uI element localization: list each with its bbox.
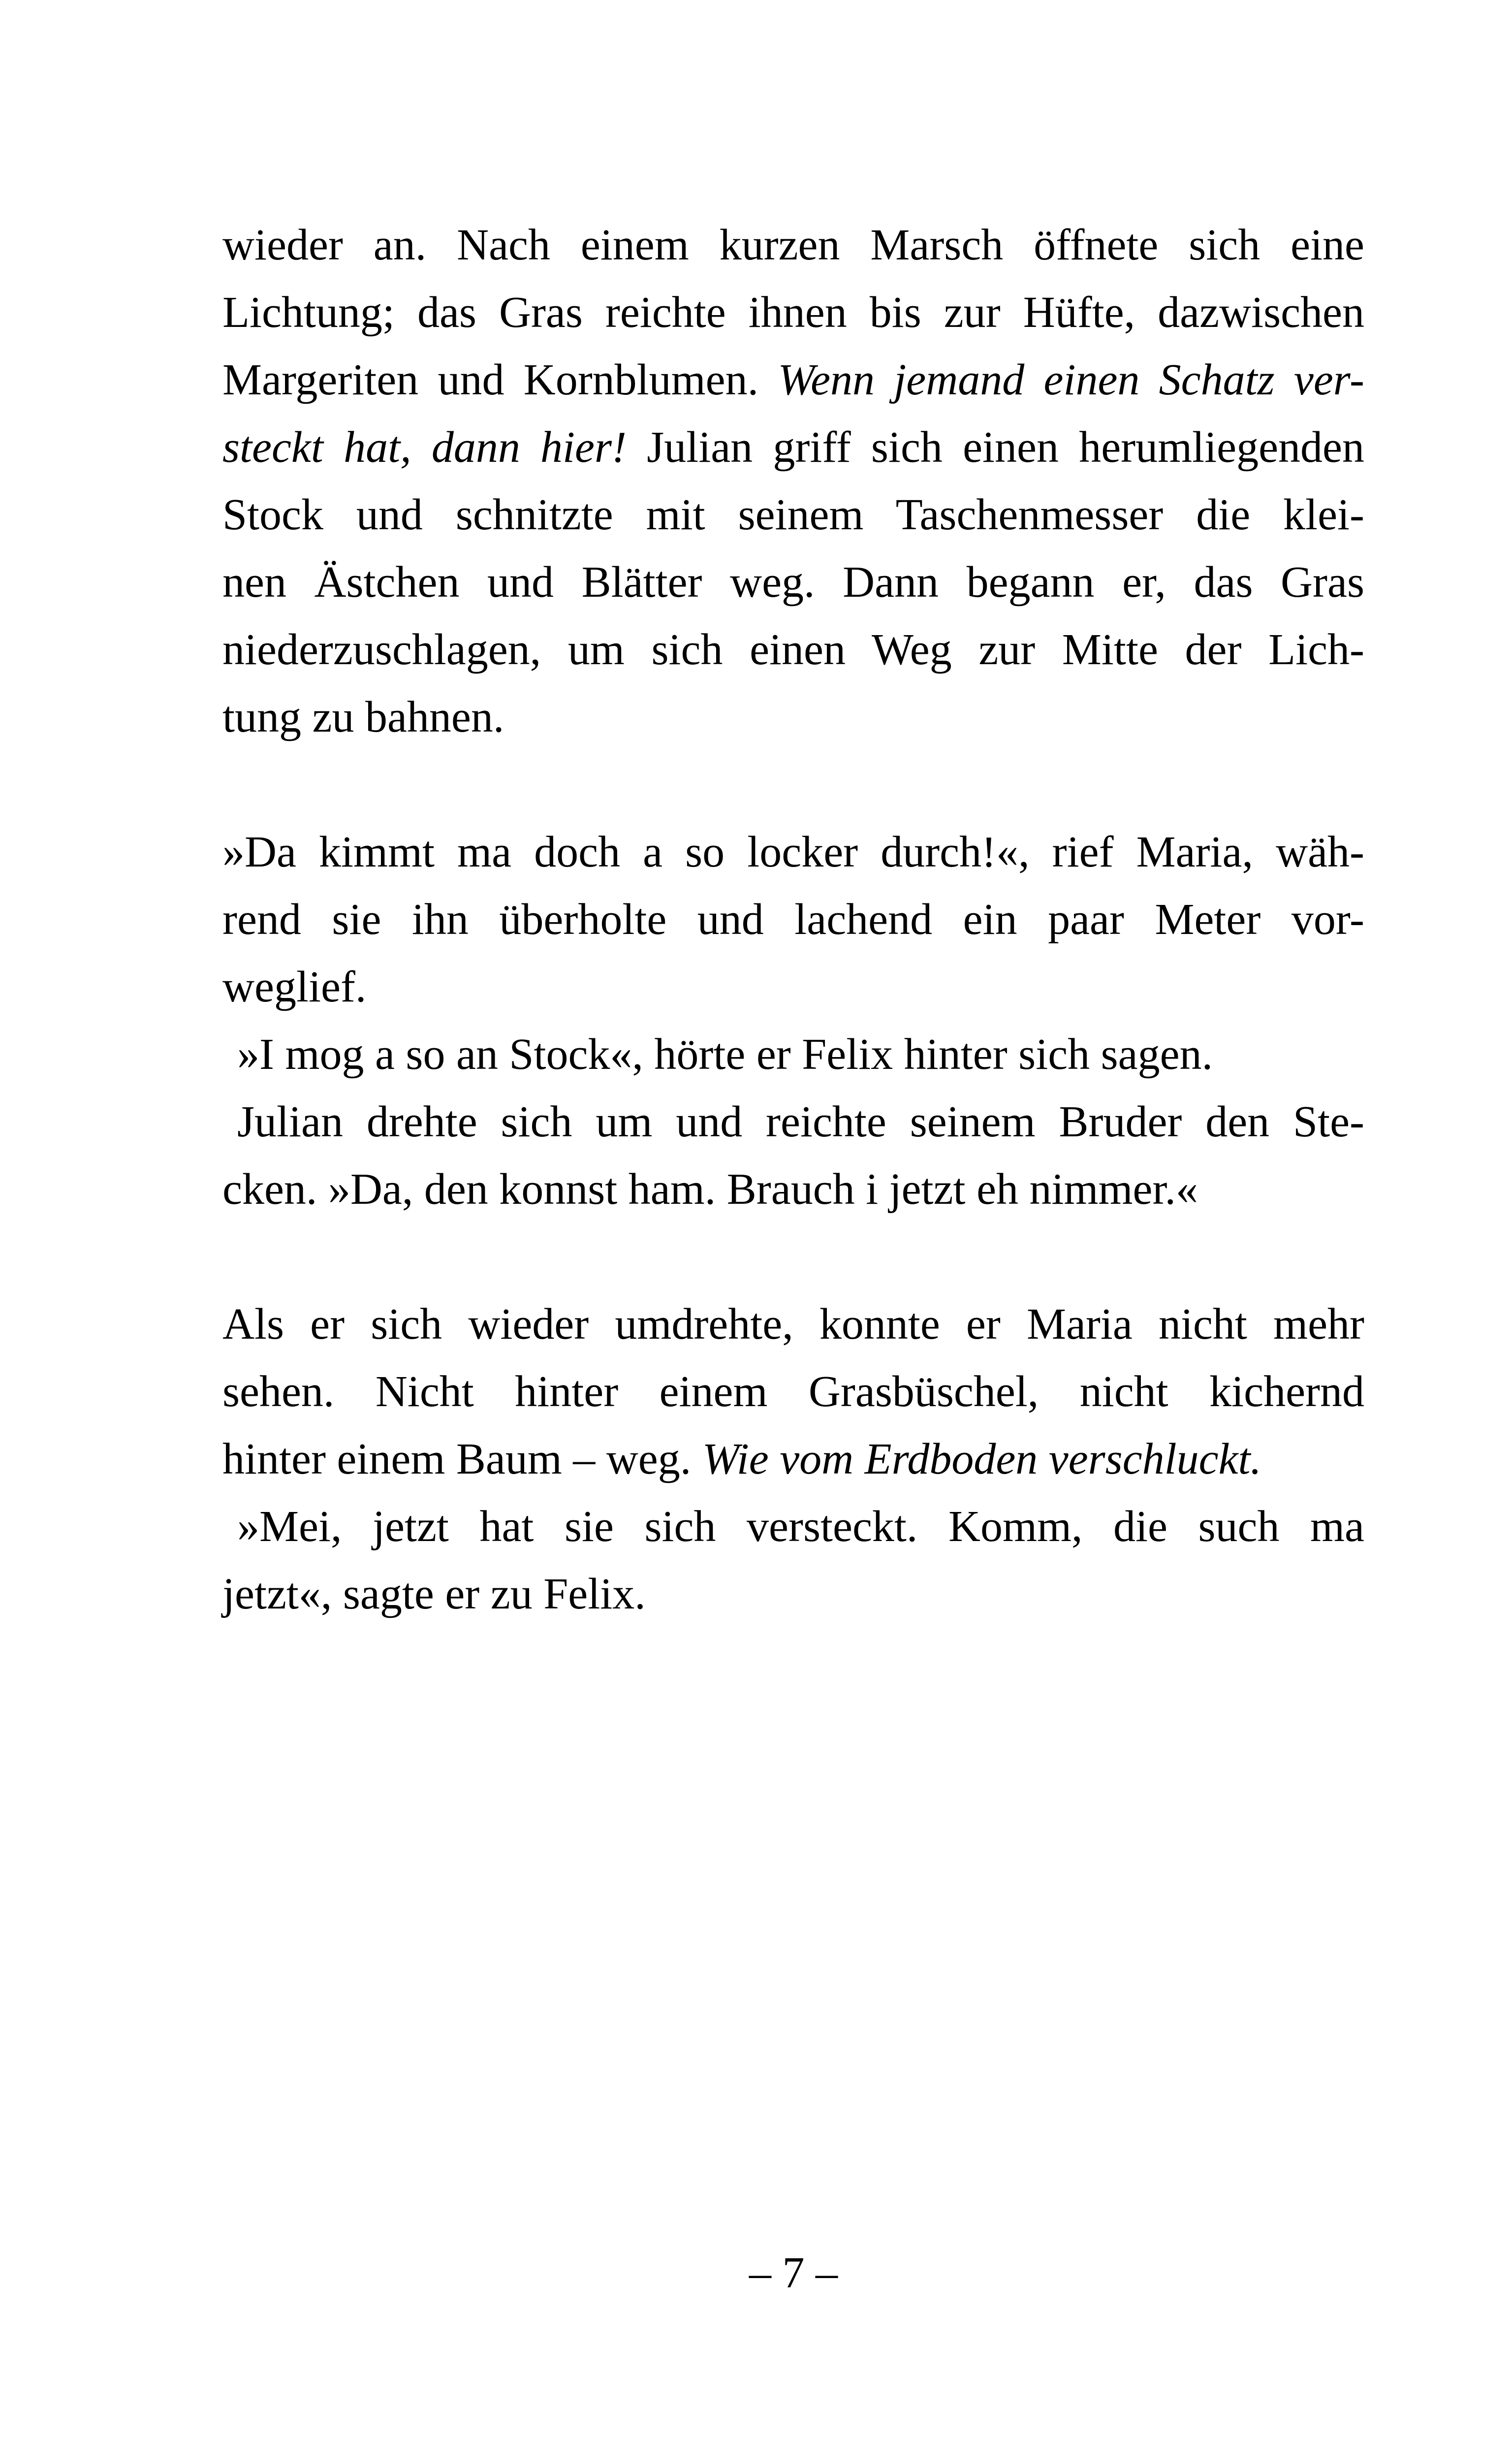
- page-text: [222, 211, 1364, 1628]
- text-line: [222, 1493, 1364, 1560]
- text-line: [222, 211, 1364, 279]
- italic-text-segment: Wie vom Erdboden verschluckt.: [702, 1435, 1262, 1483]
- text-line: [222, 1290, 1364, 1358]
- text-segment: hinter einem Baum – weg.: [222, 1435, 702, 1483]
- text-segment: tung zu bahnen.: [222, 693, 504, 741]
- text-segment: wieder an. Nach einem kurzen Marsch öffnete sich eine: [222, 221, 1364, 269]
- text-line: [222, 1560, 1364, 1628]
- text-line: [222, 886, 1364, 953]
- italic-text-segment: steckt hat, dann hier!: [222, 423, 627, 472]
- text-segment: »I mog a so an Stock«, hörte er Felix hinter sich sagen.: [237, 1030, 1213, 1079]
- text-line: [222, 953, 1364, 1021]
- italic-text-segment: Wenn jemand einen Schatz ver-: [778, 355, 1364, 404]
- text-line: [222, 346, 1364, 414]
- paragraph: [222, 818, 1364, 1021]
- text-line: [222, 548, 1364, 616]
- paragraph: [222, 1088, 1364, 1223]
- text-line: [222, 1156, 1364, 1223]
- text-segment: Julian drehte sich um und reichte seinem Bruder den Ste-: [237, 1097, 1364, 1146]
- text-segment: weglief.: [222, 963, 367, 1011]
- text-segment: niederzuschlagen, um sich einen Weg zur Mitte der Lich-: [222, 625, 1364, 674]
- text-line: [222, 1021, 1364, 1088]
- text-segment: Margeriten und Kornblumen.: [222, 355, 778, 404]
- paragraph: [222, 211, 1364, 751]
- page-number: – 7 –: [749, 2249, 838, 2297]
- text-segment: »Mei, jetzt hat sie sich versteckt. Komm, die such ma: [237, 1502, 1364, 1551]
- text-segment: »Da kimmt ma doch a so locker durch!«, rief Maria, wäh-: [222, 828, 1364, 876]
- text-segment: sehen. Nicht hinter einem Grasbüschel, nicht kichernd: [222, 1367, 1364, 1416]
- paragraph: [222, 1493, 1364, 1628]
- text-line: [222, 1425, 1364, 1493]
- text-segment: Lichtung; das Gras reichte ihnen bis zur Hüfte, dazwischen: [222, 288, 1364, 337]
- text-segment: Als er sich wieder umdrehte, konnte er Maria nicht mehr: [222, 1300, 1364, 1349]
- text-segment: jetzt«, sagte er zu Felix.: [222, 1570, 646, 1618]
- paragraph: [222, 1021, 1364, 1088]
- text-line: [222, 1358, 1364, 1425]
- text-line: [222, 683, 1364, 751]
- text-line: [222, 616, 1364, 683]
- text-segment: Julian griff sich einen herumliegenden: [626, 423, 1364, 472]
- text-line: [222, 414, 1364, 481]
- text-segment: rend sie ihn überholte und lachend ein paar Meter vor-: [222, 895, 1364, 944]
- text-line: [222, 818, 1364, 886]
- text-line: [222, 481, 1364, 548]
- paragraph: [222, 1290, 1364, 1493]
- text-line: [222, 279, 1364, 346]
- text-line: [222, 1088, 1364, 1156]
- text-segment: cken. »Da, den konnst ham. Brauch i jetzt eh nimmer.«: [222, 1165, 1198, 1214]
- text-segment: nen Ästchen und Blätter weg. Dann begann er, das Gras: [222, 558, 1364, 607]
- text-segment: Stock und schnitzte mit seinem Taschenmesser die klei-: [222, 490, 1364, 539]
